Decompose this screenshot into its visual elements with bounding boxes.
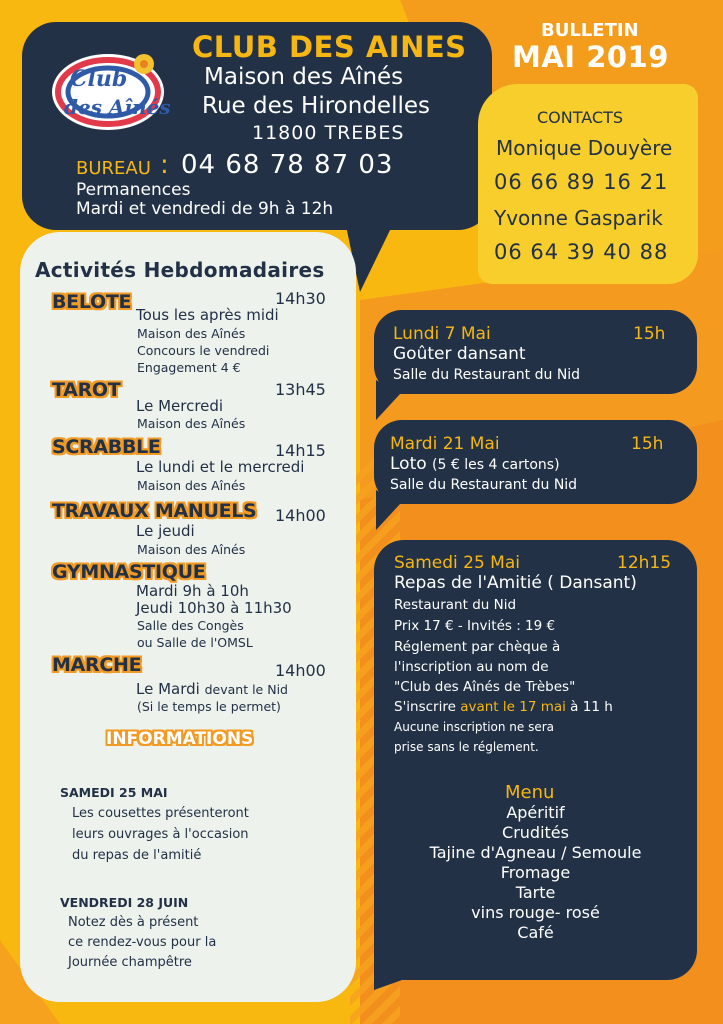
event-title-detail: (5 € les 4 cartons) xyxy=(432,457,560,473)
event-title-main: Loto xyxy=(390,454,427,474)
activity-detail: Concours le vendredi xyxy=(137,343,270,358)
event-date: Samedi 25 Mai xyxy=(394,553,520,573)
info-date: VENDREDI 28 JUIN xyxy=(60,895,189,910)
club-title: CLUB DES AINES xyxy=(192,30,467,64)
activity-detail: Salle des Congès xyxy=(137,618,244,633)
activity-detail: Maison des Aînés xyxy=(137,542,246,557)
activities-title: Activités Hebdomadaires xyxy=(35,258,325,282)
svg-text:Club: Club xyxy=(70,66,128,92)
bulletin-edition: MAI 2019 xyxy=(512,40,669,74)
bureau-label: BUREAU xyxy=(76,158,151,179)
event-payment-line: l'inscription au nom de xyxy=(394,659,549,675)
activity-time: 14h30 xyxy=(275,289,326,308)
bureau-colon: : xyxy=(160,150,169,180)
event-place: Salle du Restaurant du Nid xyxy=(393,367,581,383)
activity-schedule: Le Mercredi xyxy=(136,397,224,415)
event-place: Salle du Restaurant du Nid xyxy=(390,477,578,493)
menu-item: Tarte xyxy=(515,883,556,902)
activity-schedule-2: Jeudi 10h30 à 11h30 xyxy=(136,599,292,617)
svg-text:des Aînés: des Aînés xyxy=(64,95,170,119)
event-payment-line: "Club des Aînés de Trèbes" xyxy=(394,679,576,695)
activity-detail: (Si le temps le permet) xyxy=(137,699,281,714)
contact-phone: 06 64 39 40 88 xyxy=(494,240,669,264)
event-price: Prix 17 € - Invités : 19 € xyxy=(394,618,556,634)
activity-schedule: Mardi 9h à 10h xyxy=(136,582,249,600)
info-line: Journée champêtre xyxy=(68,955,192,970)
activity-schedule: Tous les après midi xyxy=(136,306,279,324)
menu-item: vins rouge- rosé xyxy=(471,903,600,922)
event-title: Goûter dansant xyxy=(393,344,526,364)
event-date: Mardi 21 Mai xyxy=(390,434,500,454)
event-time: 15h xyxy=(631,434,664,454)
menu-item: Café xyxy=(517,923,554,942)
event-title: Repas de l'Amitié ( Dansant) xyxy=(394,573,637,593)
activity-detail: Maison des Aînés xyxy=(137,478,246,493)
event-notice-line: prise sans le réglement. xyxy=(394,740,539,754)
event-deadline xyxy=(394,699,613,715)
event-title xyxy=(390,454,560,474)
event-notice-line: Aucune inscription ne sera xyxy=(394,720,555,734)
activity-time: 14h15 xyxy=(275,441,326,460)
club-des-aines-logo-icon xyxy=(48,40,170,140)
activity-detail: Engagement 4 € xyxy=(137,360,241,375)
event-date: Lundi 7 Mai xyxy=(393,324,491,344)
activity-time: 14h00 xyxy=(275,506,326,525)
event-place: Restaurant du Nid xyxy=(394,597,517,613)
activity-name: TAROT xyxy=(52,379,121,401)
permanences-hours: Mardi et vendredi de 9h à 12h xyxy=(76,199,334,219)
informations-title: INFORMATIONS xyxy=(106,729,254,749)
contact-name: Monique Douyère xyxy=(496,136,673,160)
header-address-line2: Rue des Hirondelles xyxy=(202,93,430,119)
menu-title: Menu xyxy=(505,782,555,803)
info-line: Notez dès à présent xyxy=(68,915,199,930)
bureau-phone: 04 68 78 87 03 xyxy=(181,150,394,180)
event-time: 12h15 xyxy=(617,553,672,573)
activity-time: 14h00 xyxy=(275,661,326,680)
menu-item: Tajine d'Agneau / Semoule xyxy=(429,843,642,862)
info-line: leurs ouvrages à l'occasion xyxy=(72,827,249,842)
contacts-label: CONTACTS xyxy=(537,108,624,127)
event-deadline-date: avant le 17 mai xyxy=(460,699,566,715)
permanences-label: Permanences xyxy=(76,180,191,200)
activity-schedule-day: Le Mardi xyxy=(136,680,200,698)
menu-item: Crudités xyxy=(502,823,569,842)
menu-item: Apéritif xyxy=(506,803,565,822)
bulletin-label: BULLETIN xyxy=(541,20,639,41)
menu-item: Fromage xyxy=(500,863,571,882)
header-address-line1: Maison des Aînés xyxy=(204,64,404,90)
event-deadline-prefix: S'inscrire xyxy=(394,699,456,715)
club-logo xyxy=(48,40,170,140)
activity-schedule-place: devant le Nid xyxy=(204,682,288,697)
info-line: Les cousettes présenteront xyxy=(72,806,249,821)
event-time: 15h xyxy=(633,324,666,344)
event-payment-line: Réglement par chèque à xyxy=(394,639,561,655)
activity-name: MARCHE xyxy=(52,654,142,676)
activity-name: SCRABBLE xyxy=(52,436,161,458)
activity-name: GYMNASTIQUE xyxy=(52,561,206,583)
activity-schedule: Le jeudi xyxy=(136,522,195,540)
activity-detail: ou Salle de l'OMSL xyxy=(137,635,253,650)
activity-name: TRAVAUX MANUELS xyxy=(52,500,257,522)
activity-detail: Maison des Aînés xyxy=(137,326,246,341)
activity-schedule: Le lundi et le mercredi xyxy=(136,458,305,476)
activity-name: BELOTE xyxy=(52,291,132,313)
activity-schedule xyxy=(136,680,288,698)
info-date: SAMEDI 25 MAI xyxy=(60,785,168,800)
info-line: ce rendez-vous pour la xyxy=(68,935,217,950)
info-line: du repas de l'amitié xyxy=(72,848,202,863)
contact-phone: 06 66 89 16 21 xyxy=(494,170,669,194)
contact-name: Yvonne Gasparik xyxy=(494,206,663,230)
activity-time: 13h45 xyxy=(275,380,326,399)
event-deadline-suffix: à 11 h xyxy=(570,699,613,715)
header-postal-code: 11800 TREBES xyxy=(252,122,405,144)
activity-detail: Maison des Aînés xyxy=(137,416,246,431)
